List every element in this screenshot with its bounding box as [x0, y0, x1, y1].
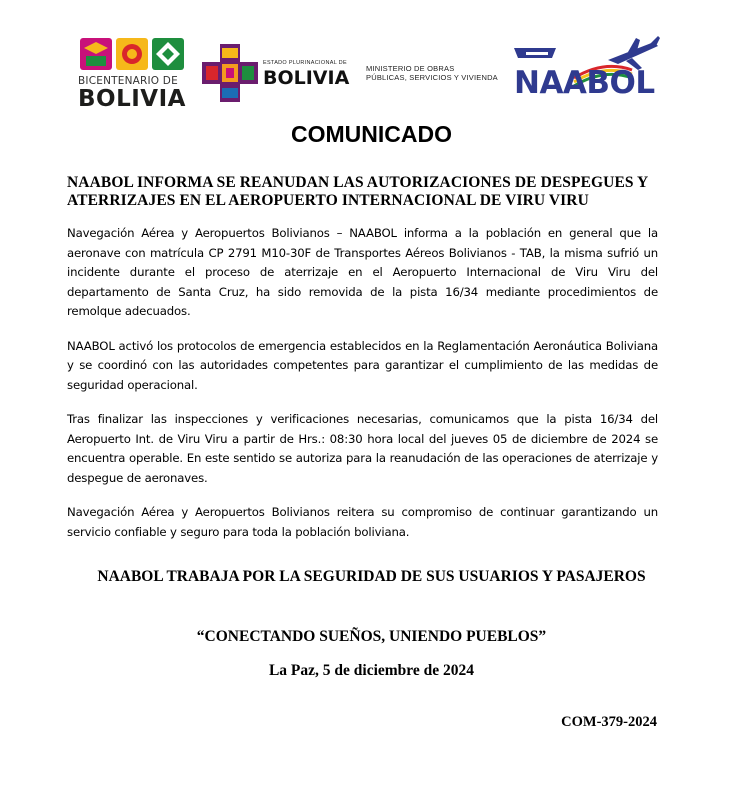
estado-big-text: BOLIVIA	[263, 67, 350, 89]
bicentenario-logo	[78, 38, 188, 116]
place-date: La Paz, 5 de diciembre de 2024	[268, 662, 475, 679]
bicentenario-line2: BOLIVIA	[78, 86, 186, 112]
paragraph-2: NAABOL activó los protocolos de emergencia establecidos en la Reglamentación Aeronáutica Boliviana y se coordinó con las autoridades competentes para garantizar el cumplimiento de las medidas de seguridad operacional.	[67, 338, 658, 392]
bicentenario-line1: BICENTENARIO DE	[78, 75, 178, 87]
estado-plurinacional-logo	[200, 40, 360, 110]
document-code: COM-379-2024	[561, 714, 657, 730]
chakana-emblem-icon	[200, 42, 260, 104]
ministerio-logo	[366, 65, 506, 95]
page-title: COMUNICADO	[291, 121, 452, 147]
slogan-motto: “CONECTANDO SUEÑOS, UNIENDO PUEBLOS”	[196, 628, 547, 645]
bicentenario-tiles-icon	[80, 38, 186, 72]
estado-small-text: ESTADO PLURINACIONAL DE	[263, 60, 347, 66]
ministerio-line2: PÚBLICAS, SERVICIOS Y VIVIENDA	[366, 72, 498, 82]
paragraph-1: Navegación Aérea y Aeropuertos Bolivianos – NAABOL informa a la población en general que la aeronave con matrícula CP 2791 M10-30F de Transportes Aéreos Bolivianos - TAB, la misma sufrió un incidente durante el proceso de aterrizaje en el Aeropuerto Internacional de Viru Viru del departamento de Santa Cruz, ha sido removida de la pista 16/34 mediante procedimientos de remolque adecuados.	[67, 226, 658, 318]
headline: NAABOL INFORMA SE REANUDAN LAS AUTORIZACIONES DE DESPEGUES Y ATERRIZAJES EN EL AEROPUERTO INTERNACIONAL DE VIRU VIRU	[67, 174, 648, 209]
header-logos	[0, 30, 743, 120]
naabol-brand-text: NAABOL	[514, 65, 655, 101]
ministerio-line1: MINISTERIO DE OBRAS	[366, 64, 455, 73]
slogan-safety: NAABOL TRABAJA POR LA SEGURIDAD DE SUS USUARIOS Y PASAJEROS	[97, 568, 646, 585]
paragraph-3: Tras finalizar las inspecciones y verificaciones necesarias, comunicamos que la pista 16/34 del Aeropuerto Int. de Viru Viru a partir de Hrs.: 08:30 hora local del jueves 05 de diciembre de 2024 se encuentra operable. En este sentido se autoriza para la reanudación de las operaciones de aterrizaje y despegue de aeronaves.	[67, 412, 658, 485]
naabol-logo	[512, 34, 672, 104]
paragraph-4: Navegación Aérea y Aeropuertos Bolivianos reitera su compromiso de continuar garantizando un servicio confiable y seguro para toda la población boliviana.	[67, 505, 658, 539]
body-text	[67, 224, 658, 557]
